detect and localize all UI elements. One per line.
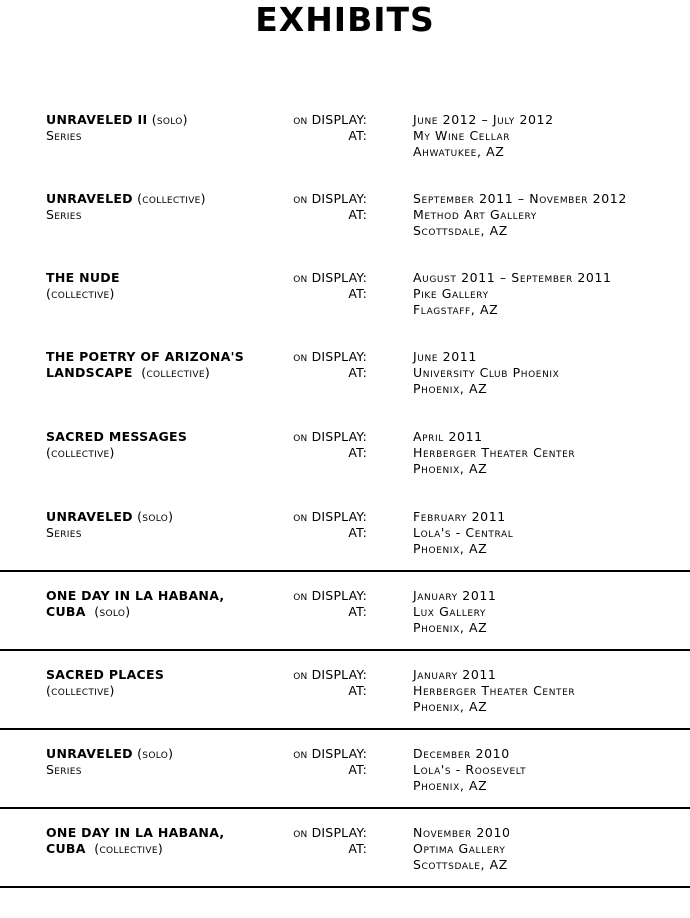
exhibit-dates: August 2011 – September 2011 <box>413 270 612 285</box>
exhibit-name-cont: CUBA <box>46 841 86 856</box>
exhibit-location: Phoenix, AZ <box>413 778 488 793</box>
exhibit-details <box>413 270 690 318</box>
exhibit-dates: June 2011 <box>413 349 477 364</box>
at-label: AT: <box>348 207 367 222</box>
exhibit-name-note: (solo) <box>132 509 174 524</box>
exhibit-name-note: (solo) <box>132 746 174 761</box>
at-label: AT: <box>348 445 367 460</box>
exhibit-venue: My Wine Cellar <box>413 128 511 143</box>
exhibit-location: Phoenix, AZ <box>413 620 488 635</box>
exhibit-name-note: (collective) <box>132 191 206 206</box>
exhibit-title <box>46 270 271 302</box>
exhibit-title <box>46 191 271 223</box>
exhibit-name-note: (solo) <box>147 112 188 127</box>
exhibit-title <box>46 746 271 778</box>
exhibit-name: UNRAVELED <box>46 746 133 761</box>
exhibit-title <box>46 825 271 857</box>
exhibit-details <box>413 588 690 636</box>
exhibit-labels <box>262 349 367 381</box>
exhibit-name: UNRAVELED <box>46 191 133 206</box>
exhibit-labels <box>262 667 367 699</box>
divider <box>0 649 690 651</box>
exhibit-location: Scottsdale, AZ <box>413 223 508 238</box>
exhibit-location: Phoenix, AZ <box>413 699 488 714</box>
exhibit-details <box>413 191 690 239</box>
exhibit-location: Scottsdale, AZ <box>413 857 508 872</box>
exhibit-labels <box>262 112 367 144</box>
exhibit-type: (collective) <box>46 286 115 301</box>
on-display-label: on DISPLAY: <box>293 667 367 682</box>
exhibit-name: UNRAVELED <box>46 509 133 524</box>
exhibit-details <box>413 349 690 397</box>
on-display-label: on DISPLAY: <box>293 270 367 285</box>
exhibit-location: Phoenix, AZ <box>413 461 488 476</box>
divider <box>0 570 690 572</box>
exhibit-venue: Lola's - Central <box>413 525 514 540</box>
exhibit-dates: June 2012 – July 2012 <box>413 112 554 127</box>
exhibit-labels <box>262 270 367 302</box>
exhibit-title <box>46 429 271 461</box>
exhibit-entry <box>0 588 690 648</box>
on-display-label: on DISPLAY: <box>293 746 367 761</box>
on-display-label: on DISPLAY: <box>293 825 367 840</box>
exhibit-dates: December 2010 <box>413 746 510 761</box>
exhibit-entry <box>0 429 690 489</box>
exhibit-venue: Lola's - Roosevelt <box>413 762 527 777</box>
exhibit-entry <box>0 667 690 727</box>
divider <box>0 886 690 888</box>
exhibit-type: (collective) <box>85 841 163 856</box>
exhibit-dates: September 2011 – November 2012 <box>413 191 627 206</box>
exhibit-type: (collective) <box>132 365 210 380</box>
exhibit-title <box>46 112 271 144</box>
exhibit-entry <box>0 112 690 172</box>
exhibit-dates: November 2010 <box>413 825 511 840</box>
exhibit-labels <box>262 509 367 541</box>
exhibit-labels <box>262 191 367 223</box>
exhibit-dates: February 2011 <box>413 509 506 524</box>
exhibit-entry <box>0 825 690 885</box>
exhibit-name: THE NUDE <box>46 270 120 285</box>
exhibit-name: THE POETRY OF ARIZONA'S <box>46 349 245 364</box>
exhibit-name: SACRED PLACES <box>46 667 165 682</box>
on-display-label: on DISPLAY: <box>293 509 367 524</box>
at-label: AT: <box>348 604 367 619</box>
exhibit-entry <box>0 191 690 251</box>
on-display-label: on DISPLAY: <box>293 349 367 364</box>
on-display-label: on DISPLAY: <box>293 191 367 206</box>
exhibit-type: Series <box>46 525 82 540</box>
exhibit-details <box>413 429 690 477</box>
exhibit-title <box>46 667 271 699</box>
exhibit-location: Ahwatukee, AZ <box>413 144 505 159</box>
exhibit-type: (solo) <box>85 604 131 619</box>
exhibit-dates: April 2011 <box>413 429 483 444</box>
on-display-label: on DISPLAY: <box>293 429 367 444</box>
exhibit-title <box>46 588 271 620</box>
exhibit-name: ONE DAY IN LA HABANA, <box>46 825 225 840</box>
divider <box>0 807 690 809</box>
exhibit-dates: January 2011 <box>413 588 497 603</box>
exhibit-venue: Herberger Theater Center <box>413 683 576 698</box>
on-display-label: on DISPLAY: <box>293 112 367 127</box>
exhibit-venue: Herberger Theater Center <box>413 445 576 460</box>
exhibit-labels <box>262 746 367 778</box>
exhibit-details <box>413 825 690 873</box>
exhibit-details <box>413 667 690 715</box>
divider <box>0 728 690 730</box>
exhibit-labels <box>262 825 367 857</box>
exhibit-title <box>46 349 271 381</box>
exhibit-details <box>413 746 690 794</box>
exhibit-venue: University Club Phoenix <box>413 365 560 380</box>
exhibit-name-cont: LANDSCAPE <box>46 365 133 380</box>
exhibit-venue: Lux Gallery <box>413 604 487 619</box>
on-display-label: on DISPLAY: <box>293 588 367 603</box>
exhibit-type: (collective) <box>46 683 115 698</box>
exhibit-name-cont: CUBA <box>46 604 86 619</box>
exhibit-venue: Optima Gallery <box>413 841 506 856</box>
exhibit-entry <box>0 349 690 409</box>
exhibit-type: Series <box>46 128 82 143</box>
exhibit-type: Series <box>46 207 82 222</box>
exhibit-location: Flagstaff, AZ <box>413 302 499 317</box>
exhibit-title <box>46 509 271 541</box>
exhibit-location: Phoenix, AZ <box>413 381 488 396</box>
page-title: EXHIBITS <box>255 0 435 39</box>
at-label: AT: <box>348 841 367 856</box>
at-label: AT: <box>348 128 367 143</box>
at-label: AT: <box>348 762 367 777</box>
at-label: AT: <box>348 365 367 380</box>
exhibit-entry <box>0 509 690 569</box>
exhibit-details <box>413 112 690 160</box>
at-label: AT: <box>348 683 367 698</box>
exhibit-dates: January 2011 <box>413 667 497 682</box>
exhibit-venue: Method Art Gallery <box>413 207 537 222</box>
exhibit-labels <box>262 588 367 620</box>
exhibit-venue: Pike Gallery <box>413 286 489 301</box>
exhibit-entry <box>0 270 690 330</box>
exhibit-location: Phoenix, AZ <box>413 541 488 556</box>
exhibit-details <box>413 509 690 557</box>
at-label: AT: <box>348 286 367 301</box>
exhibit-name: ONE DAY IN LA HABANA, <box>46 588 225 603</box>
exhibit-labels <box>262 429 367 461</box>
exhibit-entry <box>0 746 690 806</box>
exhibit-type: (collective) <box>46 445 115 460</box>
exhibit-name: UNRAVELED II <box>46 112 148 127</box>
exhibit-name: SACRED MESSAGES <box>46 429 188 444</box>
exhibit-type: Series <box>46 762 82 777</box>
at-label: AT: <box>348 525 367 540</box>
